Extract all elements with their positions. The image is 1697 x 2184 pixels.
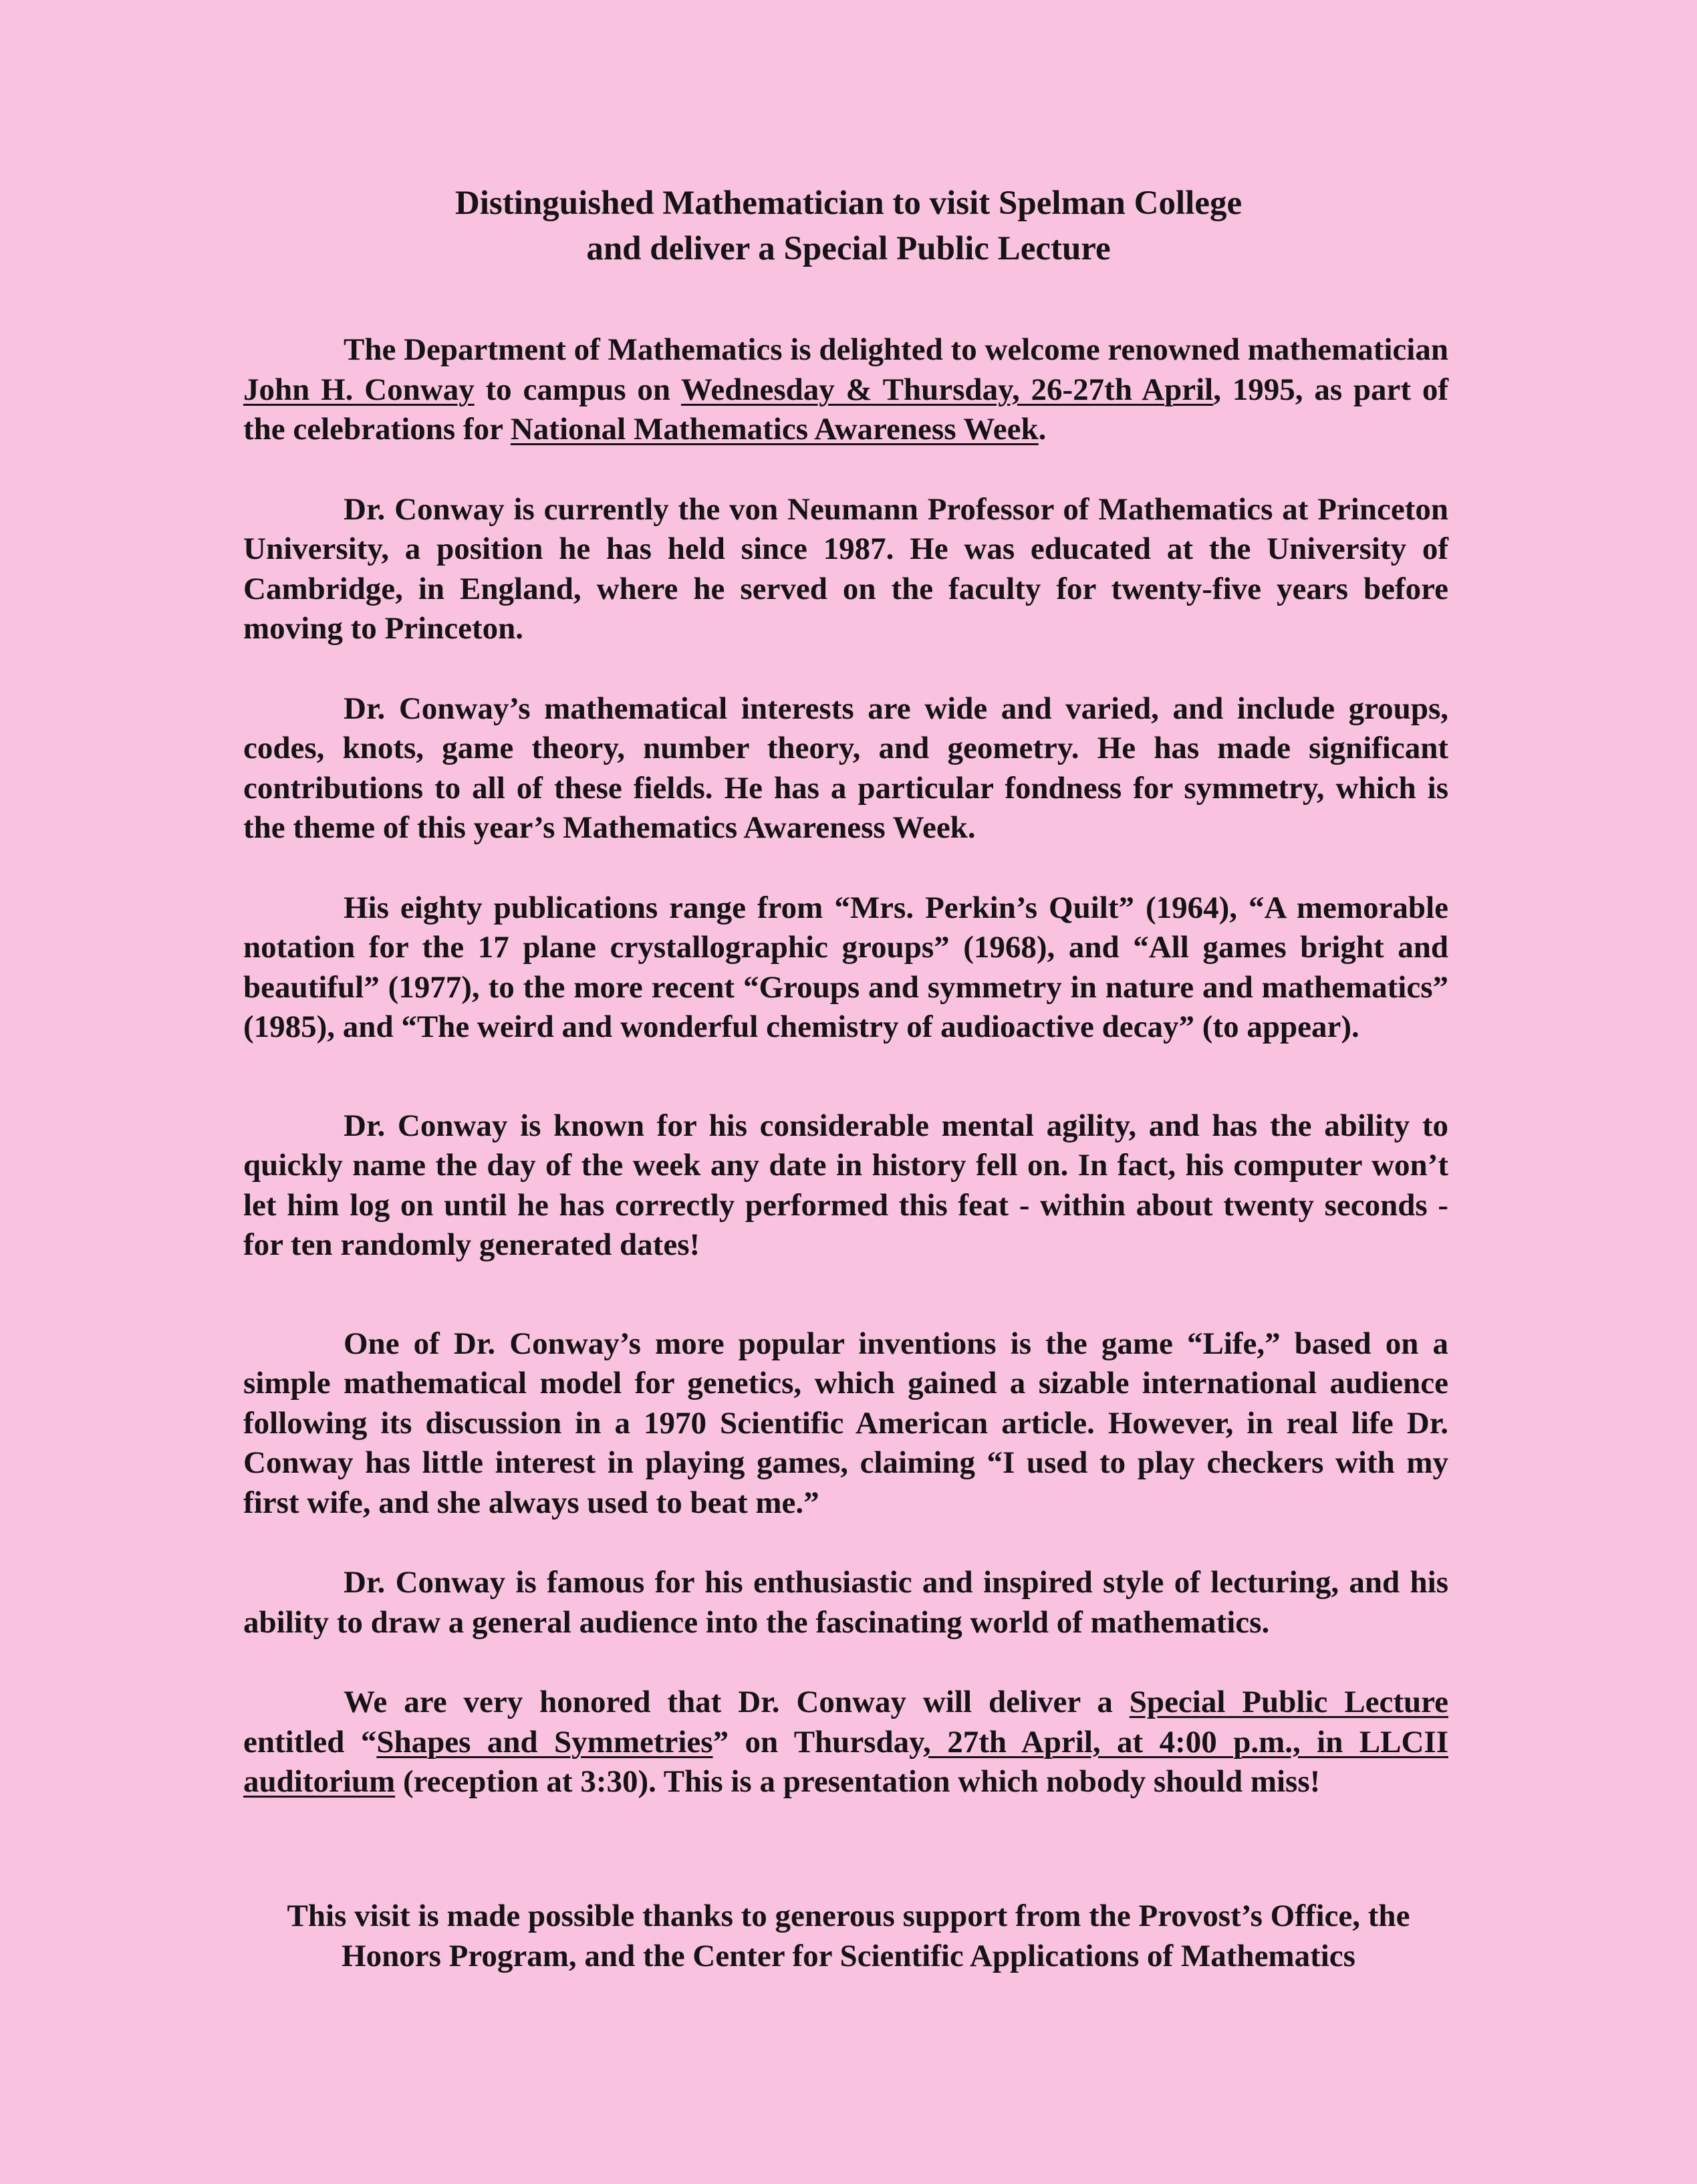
paragraph-game-of-life: One of Dr. Conway’s more popular inventions is the game “Life,” based on a simple mathematical model for genetics, which gained a sizable international audience following its discussion in a 1970 Scientific American article. However, in real life Dr. Conway has little interest in playing games, claiming “I used to play checkers with my first wife, and she always used to beat me.” [243,1326,1448,1520]
event-name: National Mathematics Awareness Week [510,412,1039,447]
lecture-text-c: ” on Thursday [712,1724,924,1760]
footer-line-2: Honors Program, and the Center for Scientific Applications of Mathematics [342,1939,1355,1973]
flyer-body [243,330,1448,1842]
paragraph-public-lecture [243,1683,1448,1802]
footer-line-1: This visit is made possible thanks to generous support from the Provost’s Office, the [287,1899,1410,1933]
paragraph-interests: Dr. Conway’s mathematical interests are wide and varied, and include groups, codes, knots, game theory, number theory, and geometry. He has made significant contributions to all of these fields. He has a particular fondness for symmetry, which is the theme of this year’s Mathematics Awareness Week. [243,691,1448,845]
paragraph-position: Dr. Conway is currently the von Neumann Professor of Mathematics at Princeton University, a position he has held since 1987. He was educated at the University of Cambridge, in England, where he served on the faculty for twenty-five years before moving to Princeton. [243,491,1448,646]
talk-title: Shapes and Symmetries [376,1724,713,1760]
title-line-1: Distinguished Mathematician to visit Spelman College [454,185,1243,222]
welcome-text-b: to campus on [474,372,681,407]
welcome-text-c: , 1995, as part of the celebrations for [243,372,1449,447]
paragraph-lecturing-style: Dr. Conway is famous for his enthusiastic and inspired style of lecturing, and his ability to draw a general audience into the fascinating world of mathematics. [243,1565,1448,1640]
lecture-text-b: entitled “ [243,1724,377,1760]
speaker-name: John H. Conway [243,372,475,407]
paragraph-publications: His eighty publications range from “Mrs. Perkin’s Quilt” (1964), “A memorable notation for the 17 plane crystallographic groups” (1968), and “All games bright and beautiful” (1977), to the more recent “Groups and symmetry in nature and mathematics” (1985), and “The weird and wonderful chemistry of audioactive decay” (to appear). [243,890,1448,1044]
paragraph-mental-agility: Dr. Conway is known for his considerable mental agility, and has the ability to quickly name the day of the week any date in history fell on. In fact, his computer won’t let him log on until he has correctly performed this feat - within about twenty seconds - for ten randomly generated dates! [243,1108,1448,1262]
welcome-text-d: . [1038,412,1047,447]
visit-dates: Wednesday & Thursday, 26-27th April [680,372,1214,407]
lecture-time-location: , 27th April, at 4:00 p.m., in LLCII auditorium [243,1724,1448,1799]
sponsor-footer [0,1896,1697,1976]
special-lecture-label: Special Public Lecture [1129,1685,1448,1719]
lecture-text-a: We are very honored that Dr. Conway will deliver a [344,1685,1130,1719]
title-line-2: and deliver a Special Public Lecture [586,230,1111,267]
paragraph-welcome [243,330,1448,450]
lecture-text-d: (reception at 3:30). This is a presentation which nobody should miss! [395,1764,1321,1799]
welcome-text-a: The Department of Mathematics is delighted to welcome renowned mathematician [344,332,1448,367]
flyer-title [0,180,1697,271]
